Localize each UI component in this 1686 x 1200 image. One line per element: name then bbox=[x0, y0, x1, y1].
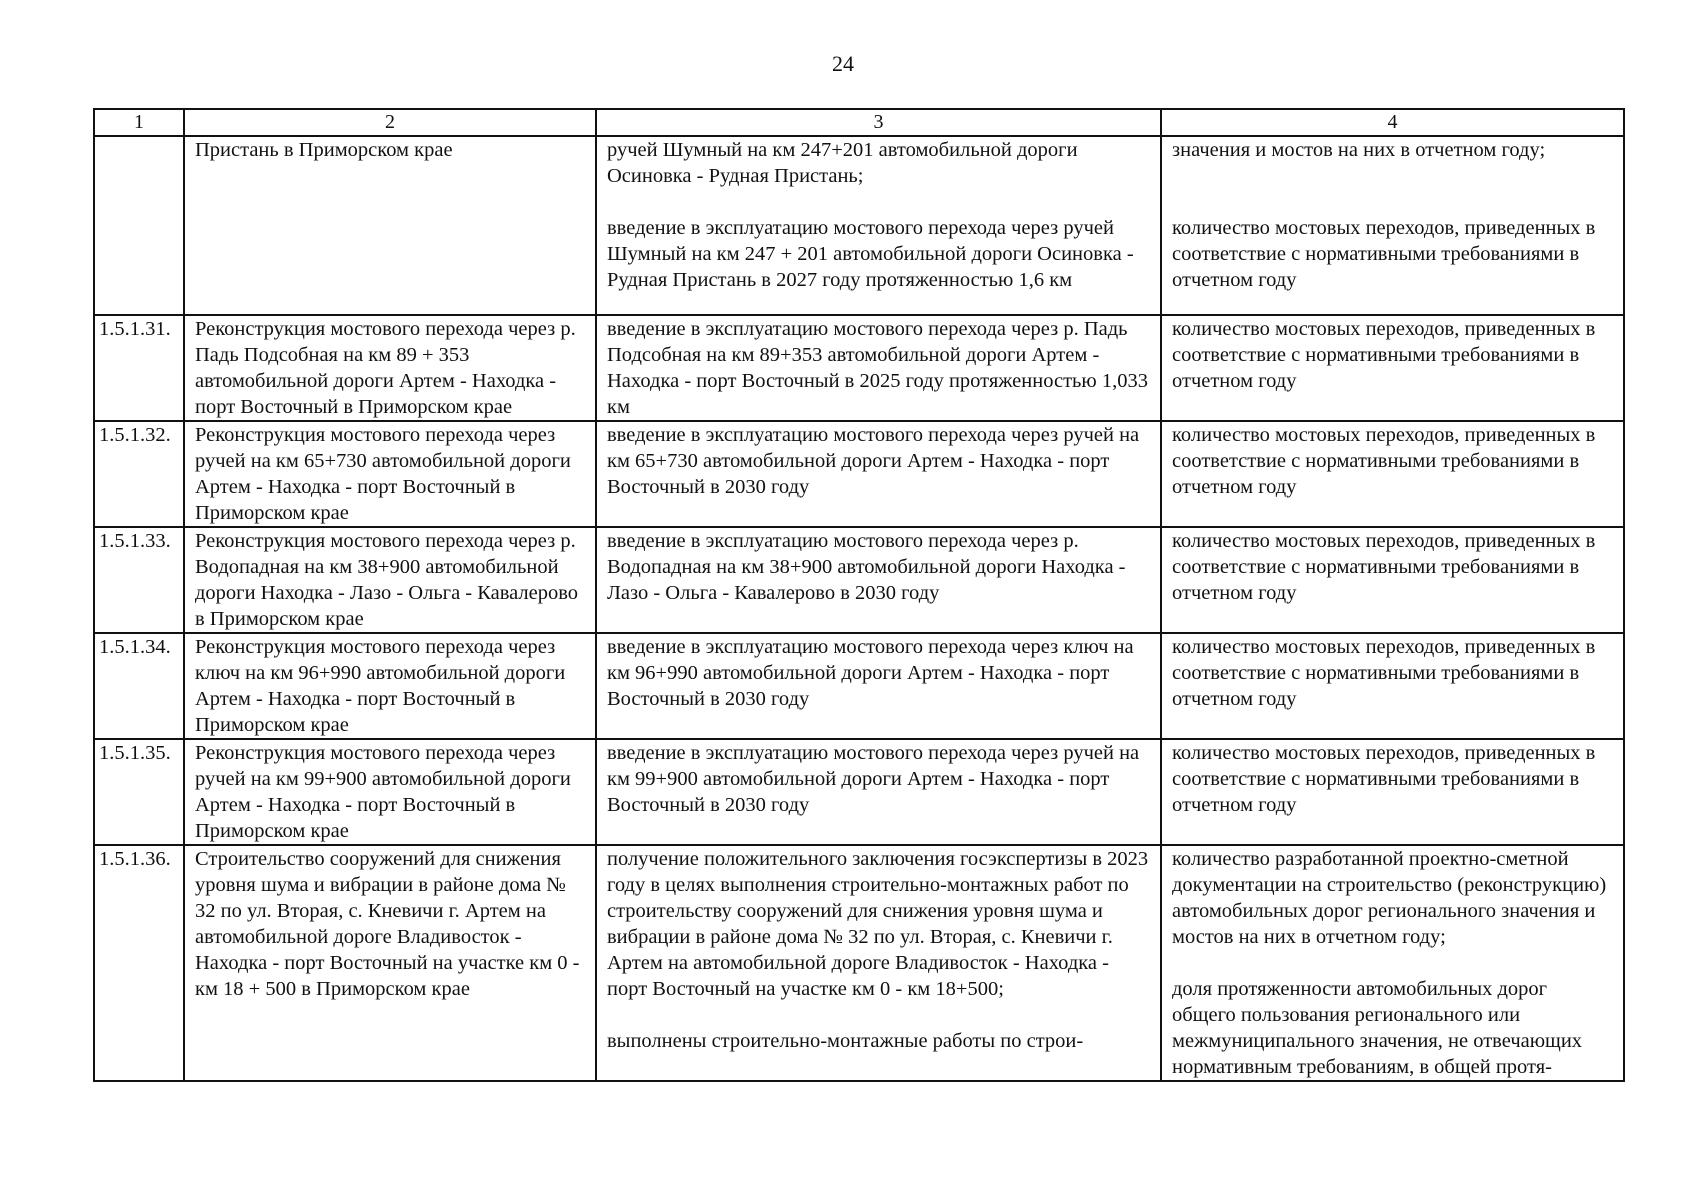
indicator-paragraph: количество мостовых переходов, приведенных в соответствие с нормативными требованиями в отчетном году bbox=[1172, 318, 1596, 392]
row-number: 1.5.1.31. bbox=[94, 315, 184, 421]
measure-name-text: Реконструкция мостового перехода через р. Водопадная на км 38+900 автомобильной дороги Находка - Лазо - Ольга - Кавалерово в Приморском крае bbox=[195, 530, 579, 630]
column-header-3: 3 bbox=[596, 109, 1161, 136]
table-row bbox=[94, 421, 1624, 527]
indicator-paragraph: количество мостовых переходов, приведенных в соответствие с нормативными требованиями в отчетном году bbox=[1172, 217, 1596, 291]
row-number: 1.5.1.32. bbox=[94, 421, 184, 527]
measure-result bbox=[596, 633, 1161, 739]
result-paragraph: введение в эксплуатацию мостового перехода через ручей на км 99+900 автомобильной дороги Артем - Находка - порт Восточный в 2030 году bbox=[607, 742, 1140, 816]
measure-result bbox=[596, 136, 1161, 315]
measure-indicator bbox=[1161, 633, 1624, 739]
row-number: 1.5.1.33. bbox=[94, 527, 184, 633]
table-row bbox=[94, 845, 1624, 1081]
measure-result bbox=[596, 315, 1161, 421]
column-header-2: 2 bbox=[184, 109, 596, 136]
measure-name-text: Пристань в Приморском крае bbox=[195, 139, 453, 161]
measure-name-text: Реконструкция мостового перехода через ключ на км 96+990 автомобильной дороги Артем - Находка - порт Восточный в Приморском крае bbox=[195, 636, 566, 736]
measure-indicator bbox=[1161, 527, 1624, 633]
measure-indicator bbox=[1161, 315, 1624, 421]
result-paragraph: введение в эксплуатацию мостового перехода через ручей Шумный на км 247 + 201 автомобильной дороги Осиновка - Рудная Пристань в 2027 году протяженностью 1,6 км bbox=[607, 217, 1134, 291]
indicator-paragraph: количество мостовых переходов, приведенных в соответствие с нормативными требованиями в отчетном году bbox=[1172, 742, 1596, 816]
measure-indicator bbox=[1161, 739, 1624, 845]
table-row bbox=[94, 527, 1624, 633]
indicator-paragraph: доля протяженности автомобильных дорог общего пользования регионального или межмуниципального значения, не отвечающих нормативным требованиям, в общей протя- bbox=[1172, 978, 1583, 1078]
row-number: 1.5.1.35. bbox=[94, 739, 184, 845]
table-row bbox=[94, 739, 1624, 845]
result-paragraph: введение в эксплуатацию мостового перехода через ключ на км 96+990 автомобильной дороги Артем - Находка - порт Восточный в 2030 году bbox=[607, 636, 1134, 710]
indicator-paragraph: значения и мостов на них в отчетном году; bbox=[1172, 139, 1546, 161]
measure-name bbox=[184, 845, 596, 1081]
indicator-paragraph: количество разработанной проектно-сметной документации на строительство (реконструкцию) автомобильных дорог регионального значения и мостов на них в отчетном году; bbox=[1172, 848, 1607, 948]
measure-indicator bbox=[1161, 421, 1624, 527]
page-number: 24 bbox=[832, 51, 854, 76]
measure-result bbox=[596, 739, 1161, 845]
column-header-row bbox=[94, 109, 1624, 136]
program-table bbox=[93, 108, 1625, 1082]
measure-indicator bbox=[1161, 136, 1624, 315]
result-paragraph: введение в эксплуатацию мостового перехода через ручей на км 65+730 автомобильной дороги Артем - Находка - порт Восточный в 2030 году bbox=[607, 424, 1140, 498]
measure-name-text: Реконструкция мостового перехода через р. Падь Подсобная на км 89 + 353 автомобильной дороги Артем - Находка - порт Восточный в Приморском крае bbox=[195, 318, 576, 418]
result-paragraph: ручей Шумный на км 247+201 автомобильной дороги Осиновка - Рудная Пристань; bbox=[607, 139, 1078, 187]
row-number: 1.5.1.34. bbox=[94, 633, 184, 739]
measure-result bbox=[596, 527, 1161, 633]
measure-name bbox=[184, 739, 596, 845]
result-paragraph: введение в эксплуатацию мостового перехода через р. Водопадная на км 38+900 автомобильной дороги Находка - Лазо - Ольга - Кавалерово в 2030 году bbox=[607, 530, 1126, 604]
table-row bbox=[94, 633, 1624, 739]
result-paragraph: выполнены строительно-монтажные работы по строи- bbox=[607, 1030, 1084, 1052]
measure-result bbox=[596, 421, 1161, 527]
indicator-paragraph: количество мостовых переходов, приведенных в соответствие с нормативными требованиями в отчетном году bbox=[1172, 636, 1596, 710]
measure-name bbox=[184, 315, 596, 421]
measure-name bbox=[184, 421, 596, 527]
row-number: 1.5.1.36. bbox=[94, 845, 184, 1081]
table-row bbox=[94, 136, 1624, 315]
result-paragraph: получение положительного заключения госэкспертизы в 2023 году в целях выполнения строительно-монтажных работ по строительству сооружений для снижения уровня шума и вибрации в районе дома № 32 по ул. Вторая, с. Кневичи г. Артем на автомобильной дороге Владивосток - Находка - порт Восточный на участке км 0 - км 18+500; bbox=[607, 848, 1149, 1000]
indicator-paragraph: количество мостовых переходов, приведенных в соответствие с нормативными требованиями в отчетном году bbox=[1172, 530, 1596, 604]
table-row bbox=[94, 315, 1624, 421]
measure-name bbox=[184, 633, 596, 739]
measure-name bbox=[184, 527, 596, 633]
measure-result bbox=[596, 845, 1161, 1081]
measure-name-text: Строительство сооружений для снижения уровня шума и вибрации в районе дома № 32 по ул. Вторая, с. Кневичи г. Артем на автомобильной дороге Владивосток - Находка - порт Восточный на участке км 0 - км 18 + 500 в Приморском крае bbox=[195, 848, 580, 1000]
measure-name-text: Реконструкция мостового перехода через ручей на км 65+730 автомобильной дороги Артем - Находка - порт Восточный в Приморском крае bbox=[195, 424, 571, 524]
measure-name-text: Реконструкция мостового перехода через ручей на км 99+900 автомобильной дороги Артем - Находка - порт Восточный в Приморском крае bbox=[195, 742, 571, 842]
measure-name bbox=[184, 136, 596, 315]
measure-indicator bbox=[1161, 845, 1624, 1081]
result-paragraph: введение в эксплуатацию мостового перехода через р. Падь Подсобная на км 89+353 автомобильной дороги Артем - Находка - порт Восточный в 2025 году протяженностью 1,033 км bbox=[607, 318, 1148, 418]
indicator-paragraph: количество мостовых переходов, приведенных в соответствие с нормативными требованиями в отчетном году bbox=[1172, 424, 1596, 498]
column-header-1: 1 bbox=[94, 109, 184, 136]
row-number bbox=[94, 136, 184, 315]
column-header-4: 4 bbox=[1161, 109, 1624, 136]
